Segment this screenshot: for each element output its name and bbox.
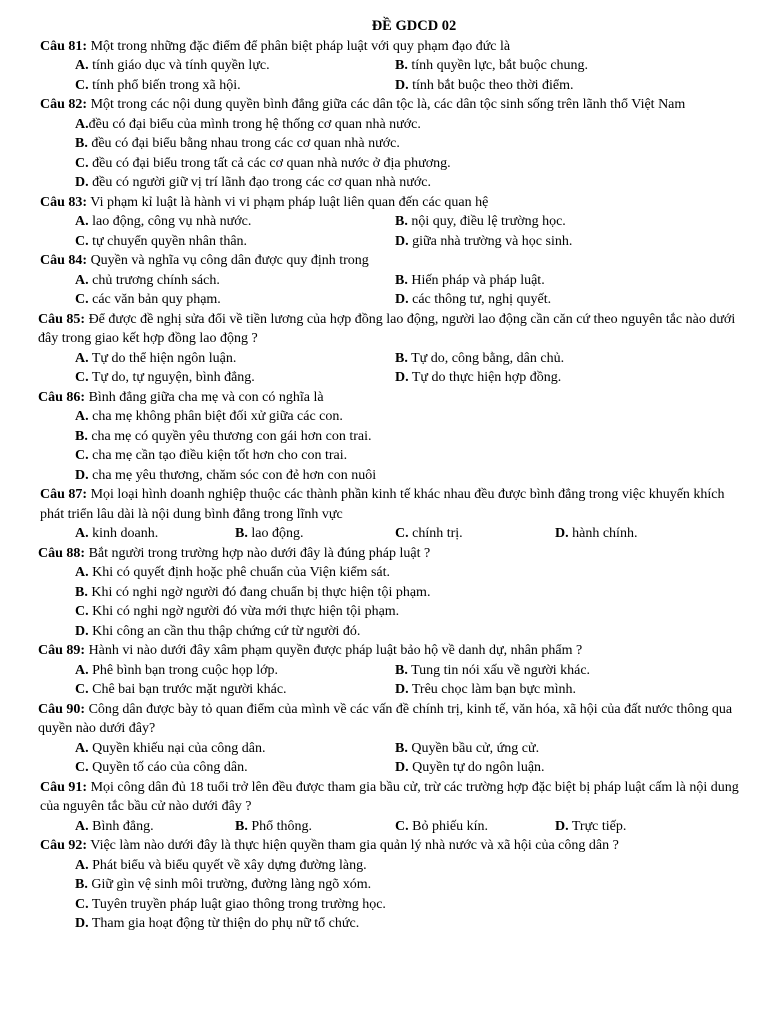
question-number: Câu 91: [40,779,88,795]
question-87 [40,485,748,544]
answer-option-c [75,758,395,778]
answer-option-c [75,446,748,466]
option-letter: D. [75,623,89,639]
option-text: Phổ thông. [247,818,313,834]
option-letter: B. [75,877,88,892]
answer-option-b [395,661,715,681]
question-number: Câu 88: [38,545,86,561]
option-text: Khi có quyết định hoặc phê chuẩn của Viện kiểm sát. [88,565,390,580]
options-row [75,56,748,76]
answer-option-d [75,914,748,934]
answer-option-b [395,212,715,232]
option-letter: B. [395,740,408,756]
answer-options [40,661,748,700]
answer-option-b [395,56,715,76]
answer-option-c [75,680,395,700]
answer-options [40,524,748,544]
question-number: Câu 90: [38,701,86,717]
option-letter: A. [75,662,89,678]
option-text: Tự do thực hiện hợp đồng. [408,370,562,385]
option-text: Chê bai bạn trước mặt người khác. [88,682,287,697]
question-text: Để được đề nghị sửa đổi về tiền lương của hợp đồng lao động, người lao động cần căn cứ theo nguyên tắc nào dưới đây trong giao kết hợp đồng lao động ? [38,311,736,346]
answer-option-b [75,427,748,447]
option-text: Bình đẳng. [88,818,154,834]
option-text: Tuyên truyền pháp luật giao thông trong trường học. [88,896,386,912]
answer-option-c [75,76,395,96]
answer-option-a [75,56,395,76]
answer-option-d [395,368,715,388]
question-stem [40,95,748,115]
answer-options [40,739,748,778]
option-letter: B. [395,214,408,229]
option-text: nội quy, điều lệ trường học. [407,214,566,229]
option-letter: B. [395,662,408,678]
option-letter: A. [75,565,89,580]
option-text: Quyền khiếu nại của công dân. [88,740,266,756]
answer-options [40,349,748,388]
answer-option-c [75,232,395,252]
question-text: Quyền và nghĩa vụ công dân được quy định trong [87,253,369,268]
question-85 [40,310,748,388]
option-letter: B. [75,428,88,444]
answer-option-c [75,368,395,388]
option-text: Trực tiếp. [568,818,627,834]
question-text: Bình đẳng giữa cha mẹ và con có nghĩa là [85,389,324,405]
option-text: Tung tin nói xấu về người khác. [407,662,591,678]
option-text: lao động, công vụ nhà nước. [88,214,252,229]
question-stem [38,700,748,739]
option-text: tính quyền lực, bắt buộc chung. [407,58,589,73]
option-text: Hiến pháp và pháp luật. [407,272,545,288]
option-text: chủ trương chính sách. [88,272,220,288]
option-letter: A. [75,58,89,73]
question-88 [40,544,748,642]
option-letter: B. [75,584,88,600]
question-text: Công dân được bày tỏ quan điểm của mình về các vấn đề chính trị, kinh tế, văn hóa, xã hội của đất nước thông qua quyền nào dưới đây? [38,701,733,736]
question-stem [40,778,748,817]
option-text: Trêu chọc làm bạn bực mình. [408,682,577,697]
answer-option-a [75,349,395,369]
question-number: Câu 82: [40,97,88,112]
options-row [75,76,748,96]
question-stem [38,388,748,408]
option-letter: A. [75,116,89,132]
question-stem [40,37,748,57]
answer-option-c [75,154,748,174]
answer-options [40,115,748,193]
option-text: Khi có nghi ngờ người đó vừa mới thực hiện tội phạm. [88,604,400,619]
question-number: Câu 86: [38,389,86,405]
answer-options [40,271,748,310]
option-letter: C. [75,448,89,463]
answer-option-c [75,895,748,915]
answer-option-a [75,563,748,583]
option-letter: C. [75,682,89,697]
answer-option-d [395,232,715,252]
answer-option-d [395,290,715,310]
answer-option-c [75,602,748,622]
option-text: Tự do, công bằng, dân chủ. [407,350,565,366]
answer-option-a [75,856,748,876]
question-text: Việc làm nào dưới đây là thực hiện quyền tham gia quản lý nhà nước và xã hội của công dân ? [87,838,619,853]
option-letter: C. [395,526,409,541]
option-text: tính giáo dục và tính quyền lực. [88,58,270,73]
question-92 [40,836,748,934]
option-letter: B. [235,818,248,834]
option-text: đều có đại biểu bằng nhau trong các cơ quan nhà nước. [87,136,400,151]
option-letter: A. [75,526,89,541]
options-row [75,524,748,544]
option-text: cha mẹ cần tạo điều kiện tốt hơn cho con trai. [88,448,348,463]
answer-options [40,407,748,485]
question-82 [40,95,748,193]
question-stem [40,485,748,524]
option-text: cha mẹ yêu thương, chăm sóc con đẻ hơn con nuôi [88,467,377,483]
answer-option-a [75,115,748,135]
options-row [75,290,748,310]
option-letter: B. [235,526,248,541]
option-text: chính trị. [408,526,463,541]
option-letter: D. [395,233,409,249]
option-letter: B. [75,136,88,151]
option-text: kinh doanh. [88,526,159,541]
option-letter: D. [395,292,409,307]
option-text: các thông tư, nghị quyết. [408,292,552,307]
option-letter: B. [395,350,408,366]
answer-option-b [395,271,715,291]
answer-options [40,563,748,641]
answer-option-c [75,290,395,310]
option-letter: A. [75,214,89,229]
answer-option-d [395,680,715,700]
option-letter: A. [75,740,89,756]
question-stem [40,251,748,271]
answer-options [40,817,748,837]
answer-option-a [75,524,235,544]
option-letter: C. [75,292,89,307]
answer-option-d [555,817,715,837]
option-letter: D. [75,175,89,190]
option-text: cha mẹ không phân biệt đối xử giữa các con. [88,409,343,424]
option-letter: C. [75,896,89,912]
options-row [75,680,748,700]
question-text: Mọi loại hình doanh nghiệp thuộc các thành phần kinh tế khác nhau đều được bình đẳng trong việc khuyến khích phát triển lâu dài là nội dung bình đẳng trong lĩnh vực [40,487,725,522]
answer-option-d [75,173,748,193]
option-text: cha mẹ có quyền yêu thương con gái hơn con trai. [87,428,372,444]
question-text: Một trong những đặc điểm để phân biệt pháp luật với quy phạm đạo đức là [87,38,511,54]
option-text: Tự do thể hiện ngôn luận. [88,350,237,366]
answer-option-d [395,758,715,778]
answer-option-a [75,661,395,681]
answer-option-b [395,739,715,759]
question-stem [38,310,748,349]
option-letter: D. [395,77,409,93]
answer-option-a [75,739,395,759]
question-91 [40,778,748,837]
option-letter: A. [75,272,89,288]
options-row [75,368,748,388]
options-row [75,739,748,759]
option-text: Giữ gìn vệ sinh môi trường, đường làng ngõ xóm. [87,877,372,892]
answer-option-d [75,466,748,486]
options-row [75,232,748,252]
option-letter: B. [395,58,408,73]
question-number: Câu 85: [38,311,86,327]
question-stem [38,641,748,661]
option-text: hành chính. [568,526,638,541]
answer-options [40,56,748,95]
option-letter: D. [395,370,409,385]
question-number: Câu 83: [40,194,88,210]
option-text: Quyền bầu cử, ứng cử. [407,740,540,756]
question-text: Vi phạm kỉ luật là hành vi vi phạm pháp luật liên quan đến các quan hệ [87,194,489,210]
answer-option-b [75,583,748,603]
option-text: lao động. [247,526,304,541]
option-letter: D. [75,916,89,931]
option-letter: A. [75,350,89,366]
option-letter: C. [75,155,89,171]
answer-option-a [75,817,235,837]
question-text: Bắt người trong trường hợp nào dưới đây là đúng pháp luật ? [85,545,431,561]
option-text: Tham gia hoạt động từ thiện do phụ nữ tổ chức. [88,916,360,931]
option-text: Khi công an cần thu thập chứng cứ từ người đó. [88,623,361,639]
question-number: Câu 84: [40,253,88,268]
question-number: Câu 89: [38,643,86,658]
question-81 [40,37,748,96]
option-text: Phê bình bạn trong cuộc họp lớp. [88,662,279,678]
question-number: Câu 87: [40,487,88,502]
exam-title: ĐỀ GDCD 02 [371,18,457,34]
question-text: Một trong các nội dung quyền bình đẳng giữa các dân tộc là, các dân tộc sinh sống trên lãnh thổ Việt Nam [87,97,686,112]
option-text: tự chuyển quyền nhân thân. [88,233,248,249]
option-letter: D. [75,467,89,483]
answer-option-b [395,349,715,369]
option-text: tính phổ biến trong xã hội. [88,77,241,93]
options-row [75,817,748,837]
option-text: Phát biểu và biểu quyết về xây dựng đường làng. [88,857,367,873]
question-number: Câu 81: [40,38,88,54]
answer-option-c [395,524,555,544]
answer-option-a [75,212,395,232]
options-row [75,271,748,291]
question-list [40,37,748,934]
answer-option-b [75,134,748,154]
answer-option-d [555,524,715,544]
option-letter: B. [395,272,408,288]
answer-option-d [75,622,748,642]
option-text: Quyền tố cáo của công dân. [88,760,248,775]
options-row [75,758,748,778]
option-letter: D. [395,682,409,697]
question-83 [40,193,748,252]
option-text: giữa nhà trường và học sinh. [408,233,573,249]
option-text: các văn bản quy phạm. [88,292,221,307]
option-letter: C. [75,77,89,93]
question-number: Câu 92: [40,838,88,853]
answer-option-a [75,271,395,291]
option-text: Quyền tự do ngôn luận. [408,760,545,775]
answer-option-b [235,524,395,544]
option-text: Tự do, tự nguyện, bình đẳng. [88,370,255,385]
option-letter: A. [75,818,89,834]
question-stem [38,544,748,564]
question-86 [40,388,748,486]
option-text: đều có đại biểu của mình trong hệ thống cơ quan nhà nước. [88,116,421,132]
option-letter: C. [75,370,89,385]
answer-option-a [75,407,748,427]
question-stem [40,836,748,856]
option-letter: C. [75,604,89,619]
option-text: Bỏ phiếu kín. [408,818,488,834]
answer-option-b [75,875,748,895]
options-row [75,212,748,232]
option-letter: C. [395,818,409,834]
question-text: Mọi công dân đủ 18 tuổi trở lên đều được tham gia bầu cử, trừ các trường hợp đặc biệt bị pháp luật cấm là nội dung của nguyên tắc bầu cử nào dưới đây ? [40,779,739,814]
option-letter: C. [75,233,89,249]
answer-options [40,212,748,251]
question-stem [40,193,748,213]
answer-option-d [395,76,715,96]
options-row [75,349,748,369]
answer-option-c [395,817,555,837]
option-letter: A. [75,857,89,873]
option-text: đều có đại biểu trong tất cả các cơ quan nhà nước ở địa phương. [88,155,451,171]
option-letter: A. [75,409,89,424]
option-letter: C. [75,760,89,775]
question-text: Hành vi nào dưới đây xâm phạm quyền được pháp luật bảo hộ về danh dự, nhân phẩm ? [85,643,583,658]
question-84 [40,251,748,310]
answer-option-b [235,817,395,837]
option-text: đều có người giữ vị trí lãnh đạo trong các cơ quan nhà nước. [88,175,432,190]
answer-options [40,856,748,934]
option-letter: D. [555,526,569,541]
option-letter: D. [555,818,569,834]
question-89 [40,641,748,700]
options-row [75,661,748,681]
question-90 [40,700,748,778]
option-letter: D. [395,760,409,775]
option-text: tính bắt buộc theo thời điểm. [408,77,574,93]
option-text: Khi có nghi ngờ người đó đang chuẩn bị thực hiện tội phạm. [87,584,431,600]
